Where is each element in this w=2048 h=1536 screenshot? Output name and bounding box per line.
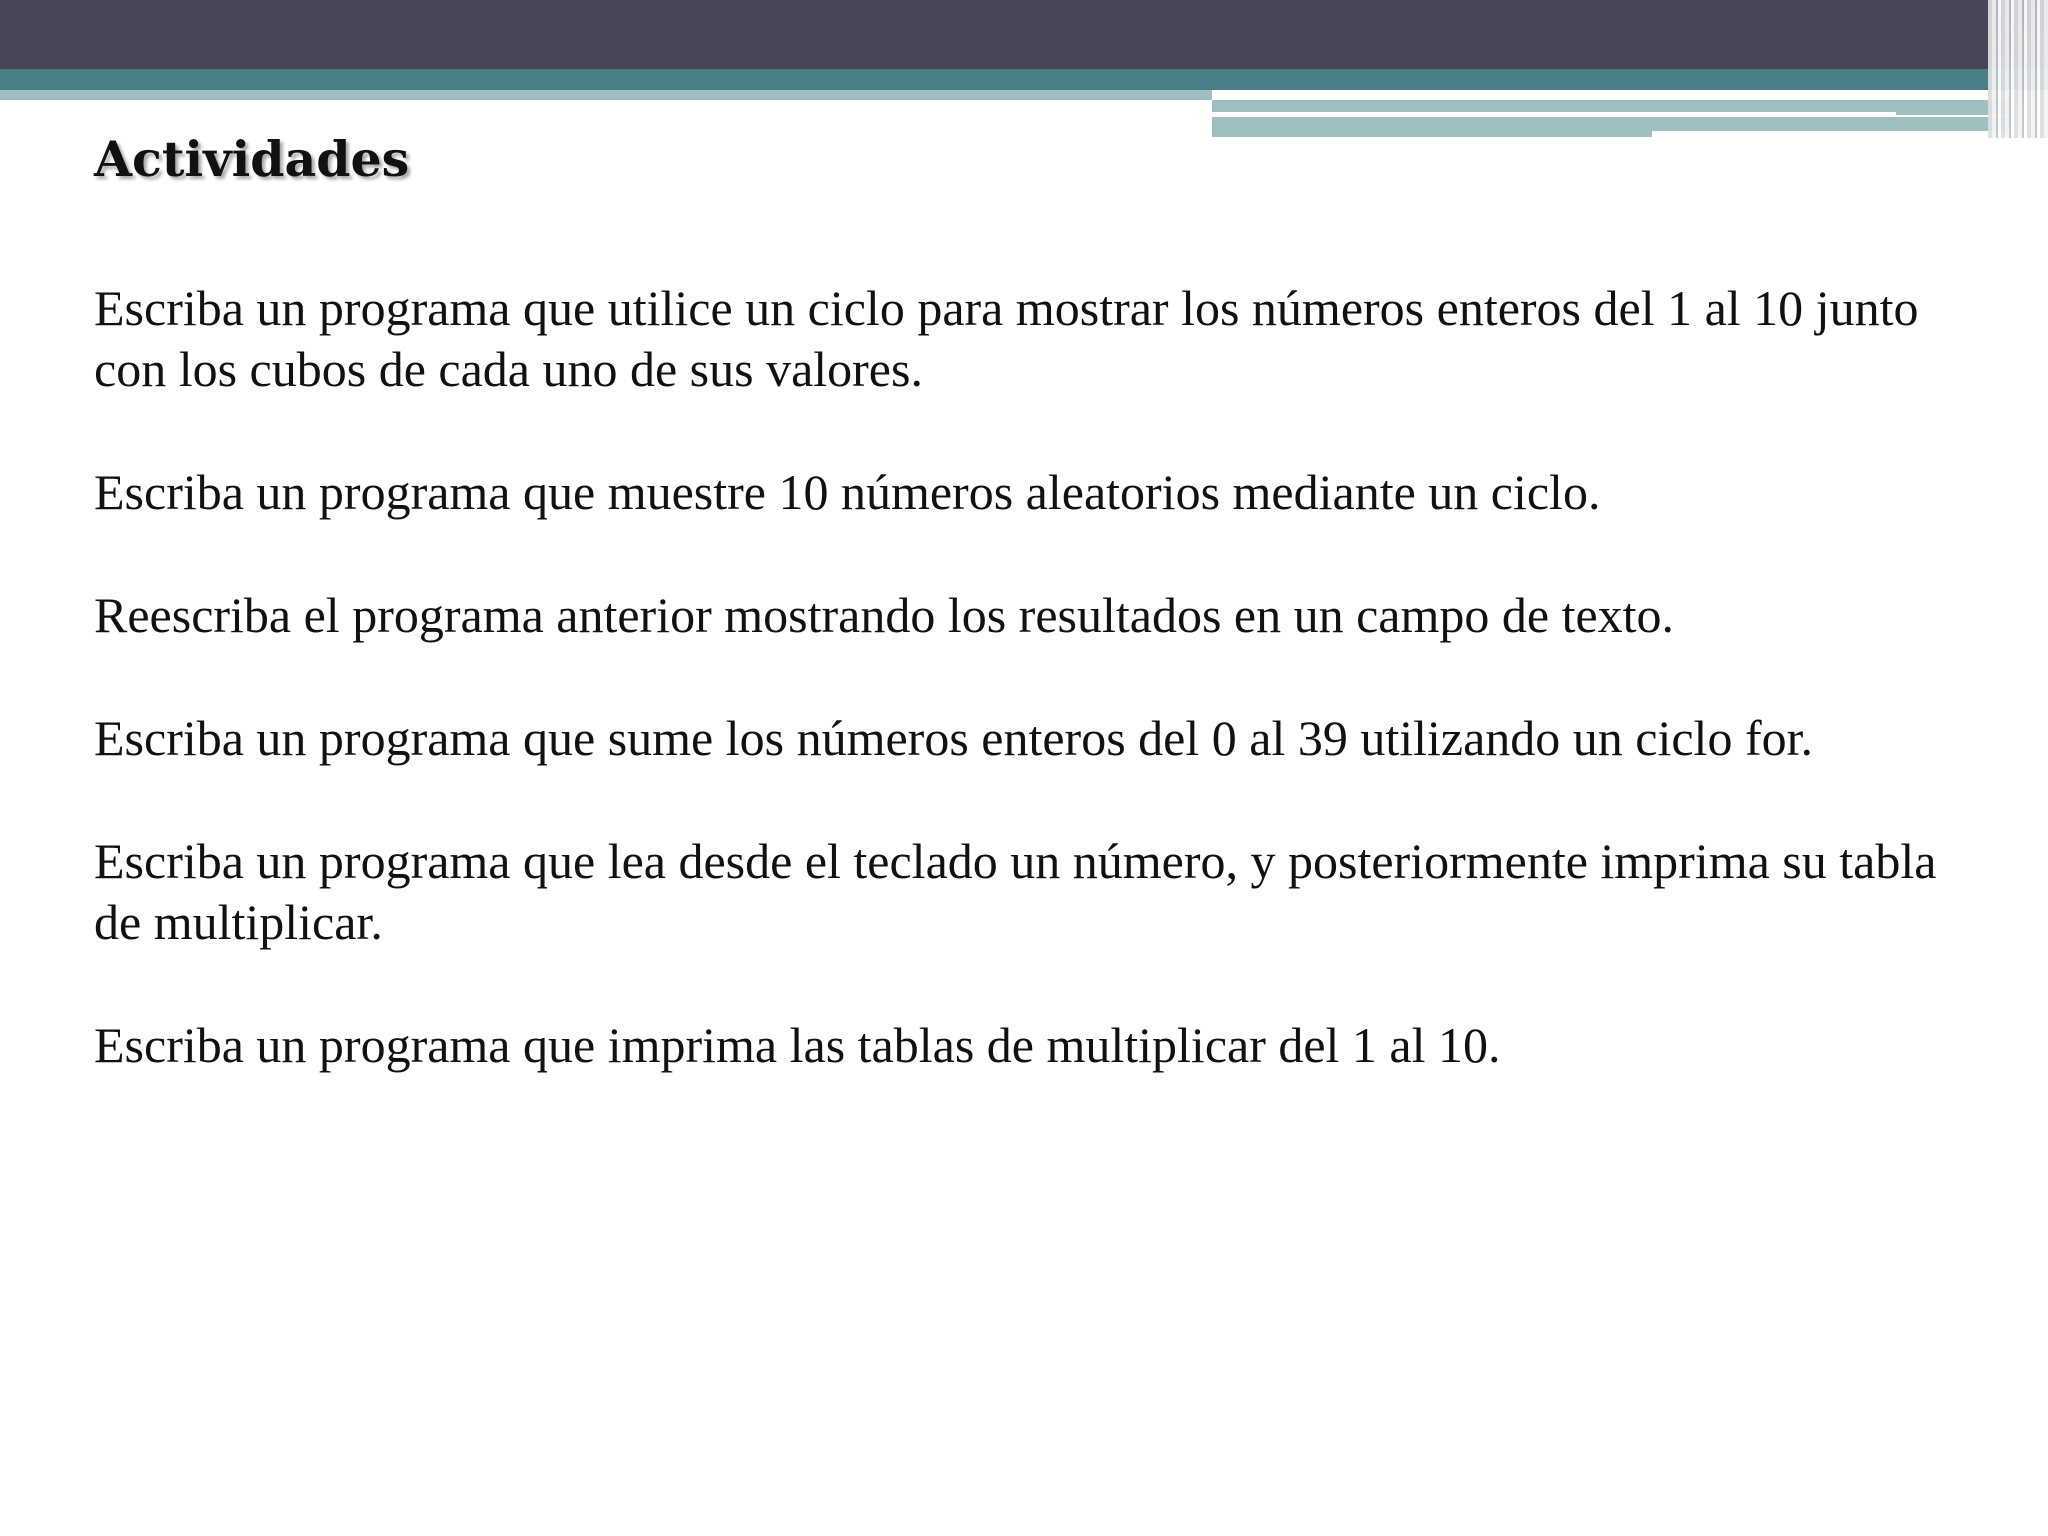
slide-title: Actividades [94, 130, 410, 188]
activity-item: Escriba un programa que imprima las tablas de multiplicar del 1 al 10. [94, 1017, 1501, 1073]
header-band-dark [0, 0, 2048, 69]
header-notch [1652, 131, 2012, 139]
header-divider-line [1212, 112, 1896, 117]
header-band-teal [0, 69, 2048, 90]
activity-item: Escriba un programa que muestre 10 números aleatorios mediante un ciclo. [94, 464, 1601, 520]
activity-item: Escriba un programa que sume los números enteros del 0 al 39 utilizando un ciclo for. [94, 710, 1813, 766]
corner-stripes-fade [1988, 0, 2048, 138]
activity-item: Escriba un programa que utilice un ciclo para mostrar los números enteros del 1 al 10 junto con los cubos de cada uno de sus valores. [94, 280, 1919, 397]
header-band-light-left [0, 90, 1212, 100]
activity-list [94, 278, 1974, 1138]
activity-item: Escriba un programa que lea desde el teclado un número, y posteriormente imprima su tabla de multiplicar. [94, 833, 1937, 950]
activity-item: Reescriba el programa anterior mostrando los resultados en un campo de texto. [94, 587, 1675, 643]
